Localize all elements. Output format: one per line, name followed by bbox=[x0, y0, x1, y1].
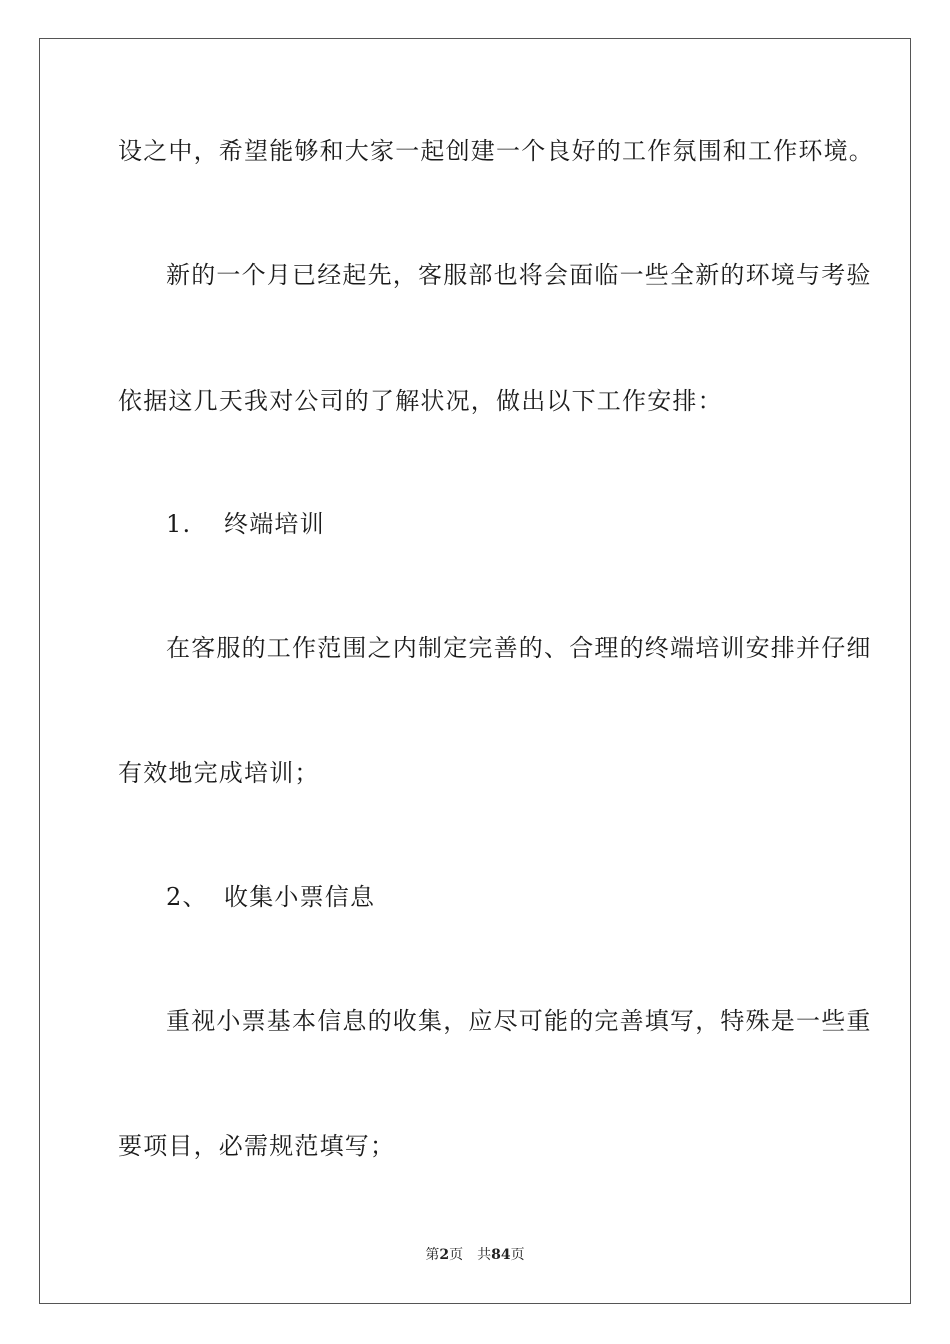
footer-total-suffix: 页 bbox=[510, 1247, 525, 1263]
list-number: 2、 bbox=[166, 883, 208, 911]
footer-total-pages: 84 bbox=[491, 1247, 511, 1263]
section-heading: 终端培训 bbox=[224, 510, 325, 538]
paragraph-line: 依据这几天我对公司的了解状况，做出以下工作安排： bbox=[118, 387, 723, 415]
paragraph-line: 在客服的工作范围之内制定完善的、合理的终端培训安排并仔细 bbox=[166, 634, 872, 662]
footer-total-prefix: 共 bbox=[477, 1247, 492, 1263]
footer-page-suffix: 页 bbox=[449, 1247, 464, 1263]
page-border bbox=[39, 38, 911, 1304]
paragraph-line: 设之中，希望能够和大家一起创建一个良好的工作氛围和工作环境。 bbox=[118, 137, 874, 165]
paragraph-line: 新的一个月已经起先，客服部也将会面临一些全新的环境与考验 bbox=[166, 261, 872, 289]
paragraph-line: 重视小票基本信息的收集，应尽可能的完善填写，特殊是一些重 bbox=[166, 1007, 872, 1035]
footer-page-prefix: 第 bbox=[425, 1247, 440, 1263]
paragraph-line: 要项目，必需规范填写； bbox=[118, 1132, 396, 1160]
paragraph-line: 有效地完成培训； bbox=[118, 759, 320, 787]
page-footer bbox=[0, 1246, 950, 1264]
section-heading: 收集小票信息 bbox=[224, 883, 376, 911]
footer-page-number: 2 bbox=[439, 1247, 450, 1263]
list-number: 1. bbox=[166, 510, 192, 538]
